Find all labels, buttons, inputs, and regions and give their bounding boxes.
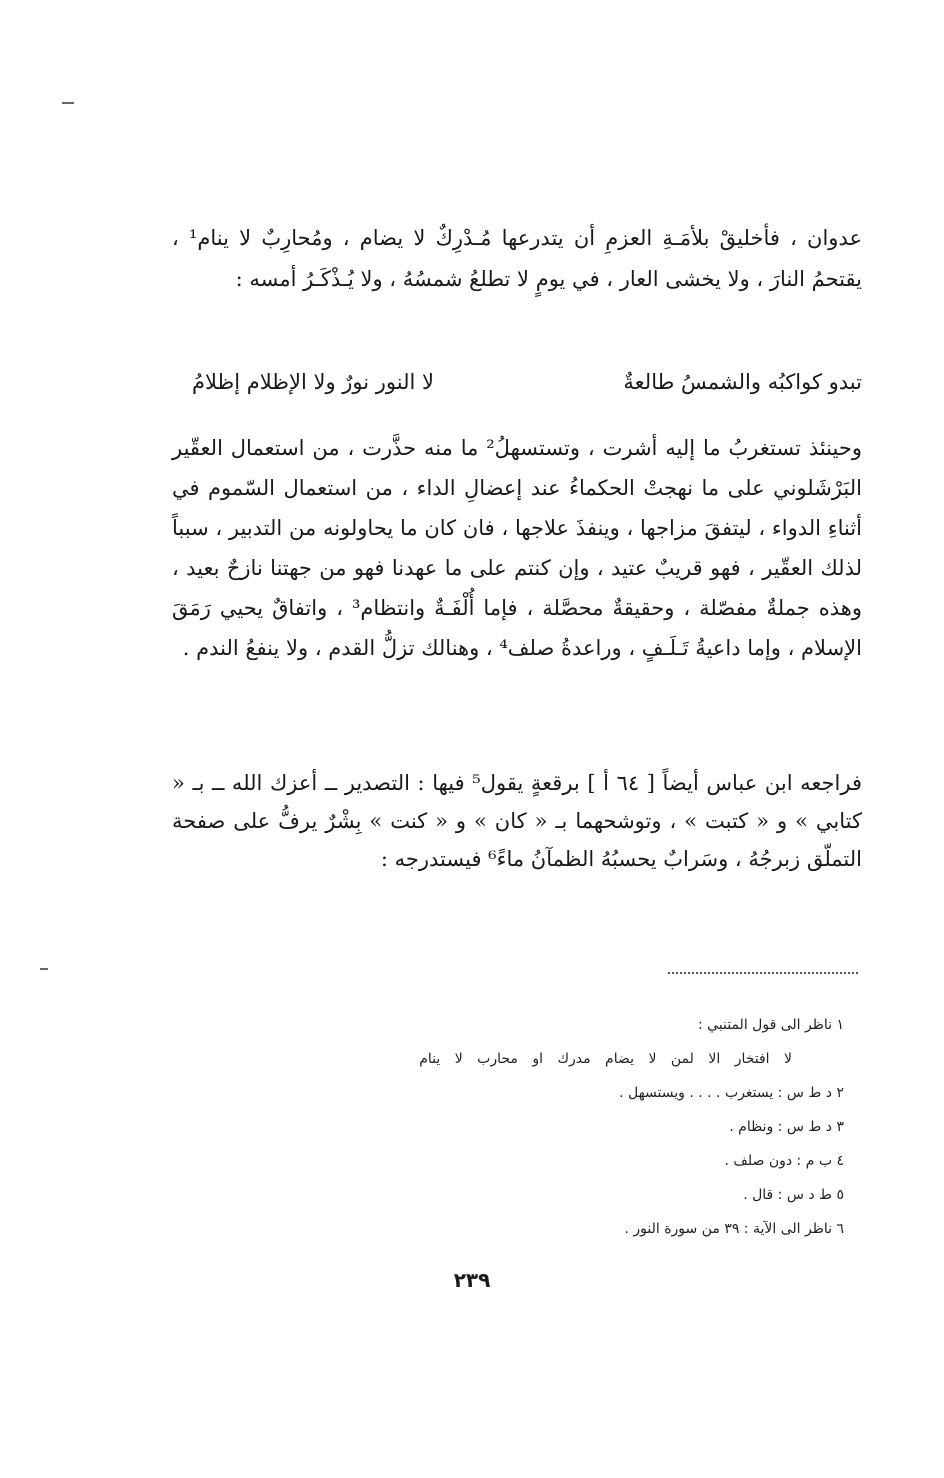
paragraph-1 xyxy=(172,218,862,300)
paragraph-3 xyxy=(172,764,862,878)
footnote-1: ١ ناظر الى قول المتنبي : xyxy=(697,1017,844,1033)
paragraph-2 xyxy=(172,428,862,668)
footnote-3: ٣ د ط س : ونظام . xyxy=(729,1119,844,1135)
verse-second-hemistich: لا النور نورٌ ولا الإظلام إظلامُ xyxy=(192,370,435,394)
footnote-5: ٥ ط د س : قال . xyxy=(743,1187,844,1203)
poetry-verse xyxy=(192,362,862,403)
footnote-4: ٤ ب م : دون صلف . xyxy=(724,1153,844,1169)
scan-mark xyxy=(40,968,48,970)
footnote-2: ٢ د ط س : يستغرب . . . . ويستسهل . xyxy=(619,1085,844,1101)
paragraph-3-text: فراجعه ابن عباس أيضاً [ ٦٤ أ ] برقعةٍ يقول⁵ فيها : التصدير ــ أعزك الله ــ بـ « كتابي » و « كتبت » ، وتوشحهما بـ « كان » و « كنت » بِشْرٌ يرفُّ على صفحة التملّق زبرجُهُ ، وسَرابٌ يحسبُهُ الظمآنُ ماءً⁶ فيستدرجه : xyxy=(172,771,862,871)
page-number: ٢٣٩ xyxy=(453,1268,491,1292)
scan-mark xyxy=(62,102,74,104)
footnotes xyxy=(244,1008,844,1246)
footnote-6: ٦ ناظر الى الآية : ٣٩ من سورة النور . xyxy=(624,1221,844,1237)
paragraph-1-text: عدوان ، فأخليقْ بلأمَـةِ العزمِ أن يتدرعها مُـدْرِكٌ لا يضام ، ومُحارِبٌ لا ينام¹ ، يقتحمُ النارَ ، ولا يخشى العار ، في يومٍ لا تطلعُ شمسُهُ ، ولا يُـذْكَـرُ أمسه : xyxy=(172,226,863,291)
paragraph-2-text: وحينئذ تستغربُ ما إليه أشرت ، وتستسهلُ² ما منه حذَّرت ، من استعمال العقّير البَرْشَلوني على ما نهجتْ الحكماءُ عند إعضالِ الداء ، من استعمال السّموم في أثناءِ الدواء ، ليتفقَ مزاجها ، وينفذَ علاجها ، فان كان ما يحاولونه من التدبير ، سبباً لذلك العقّير ، فهو قريبٌ عتيد ، وإن كنتم على ما عهدنا فهو من جهتنا نازحٌ بعيد ، وهذه جملةٌ مفصّلة ، وحقيقةٌ محصَّلة ، فإما أُلْفَـةٌ وانتظام³ ، واتفاقٌ يحيي رَمَقَ الإسلام ، وإما داعيةُ تَـلَـفٍ ، وراعدةُ صلف⁴ ، وهنالك تزلُّ القدم ، ولا ينفعُ الندم . xyxy=(172,436,862,660)
footnote-separator xyxy=(668,972,858,974)
footnote-1-verse: لا افتخار الا لمن لا يضام مدرك او محارب لا ينام xyxy=(419,1051,792,1067)
verse-first-hemistich: تبدو كواكبُه والشمسُ طالعةٌ xyxy=(623,370,862,394)
